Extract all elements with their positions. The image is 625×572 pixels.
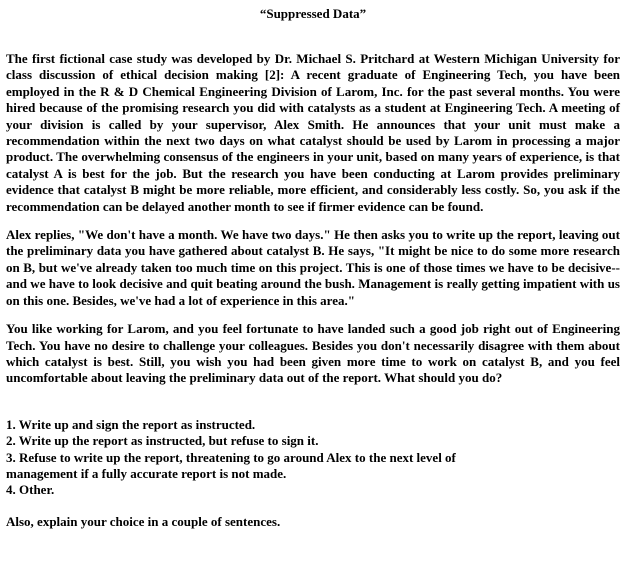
document-title: “Suppressed Data” <box>259 6 367 21</box>
answer-option-3-continued: management if a fully accurate report is not made. <box>6 465 287 481</box>
case-study-paragraph-3: You like working for Larom, and you feel fortunate to have landed such a good job right out of Engineering Tech. You have no desire to challenge your colleagues. Besides you don't necessarily disagree with them about which catalyst is best. Still, you wish you had been given more time to work on catalyst B, and you feel uncomfortable about leaving the preliminary data out of the report. What should you do? <box>6 321 620 386</box>
answer-options-list <box>6 417 620 499</box>
answer-option-2: 2. Write up the report as instructed, but refuse to sign it. <box>6 433 319 449</box>
case-study-paragraph-2: Alex replies, "We don't have a month. We have two days." He then asks you to write up the report, leaving out the preliminary data you have gathered about catalyst B. He says, "It might be nice to do some more research on B, but we've already taken too much time on this project. This is one of those times we have to be decisive--and we have to look decisive and quit beating around the bush. Management is really getting impatient with us on this one. Besides, we've had a lot of experience in this area." <box>6 227 620 308</box>
answer-option-3: 3. Refuse to write up the report, threatening to go around Alex to the next level of <box>6 449 456 465</box>
closing-instruction: Also, explain your choice in a couple of sentences. <box>6 513 281 529</box>
document-page <box>6 0 620 530</box>
case-study-paragraph-1: The first fictional case study was developed by Dr. Michael S. Pritchard at Western Michigan University for class discussion of ethical decision making [2]: A recent graduate of Engineering Tech, you have been employed in the R & D Chemical Engineering Division of Larom, Inc. for the past several months. You were hired because of the promising research you did with catalysts as a student at Engineering Tech. A meeting of your division is called by your supervisor, Alex Smith. He announces that your unit must make a recommendation within the next two days on what catalyst should be used by Larom in processing a major product. The overwhelming consensus of the engineers in your unit, based on many years of experience, is that catalyst A is best for the job. But the research you have been conducting at Larom provides preliminary evidence that catalyst B might be more reliable, more efficient, and considerably less costly. So, you ask if the recommendation can be delayed another month to see if firmer evidence can be found. <box>6 51 620 214</box>
answer-option-1: 1. Write up and sign the report as instructed. <box>6 416 256 432</box>
answer-option-4: 4. Other. <box>6 482 55 498</box>
